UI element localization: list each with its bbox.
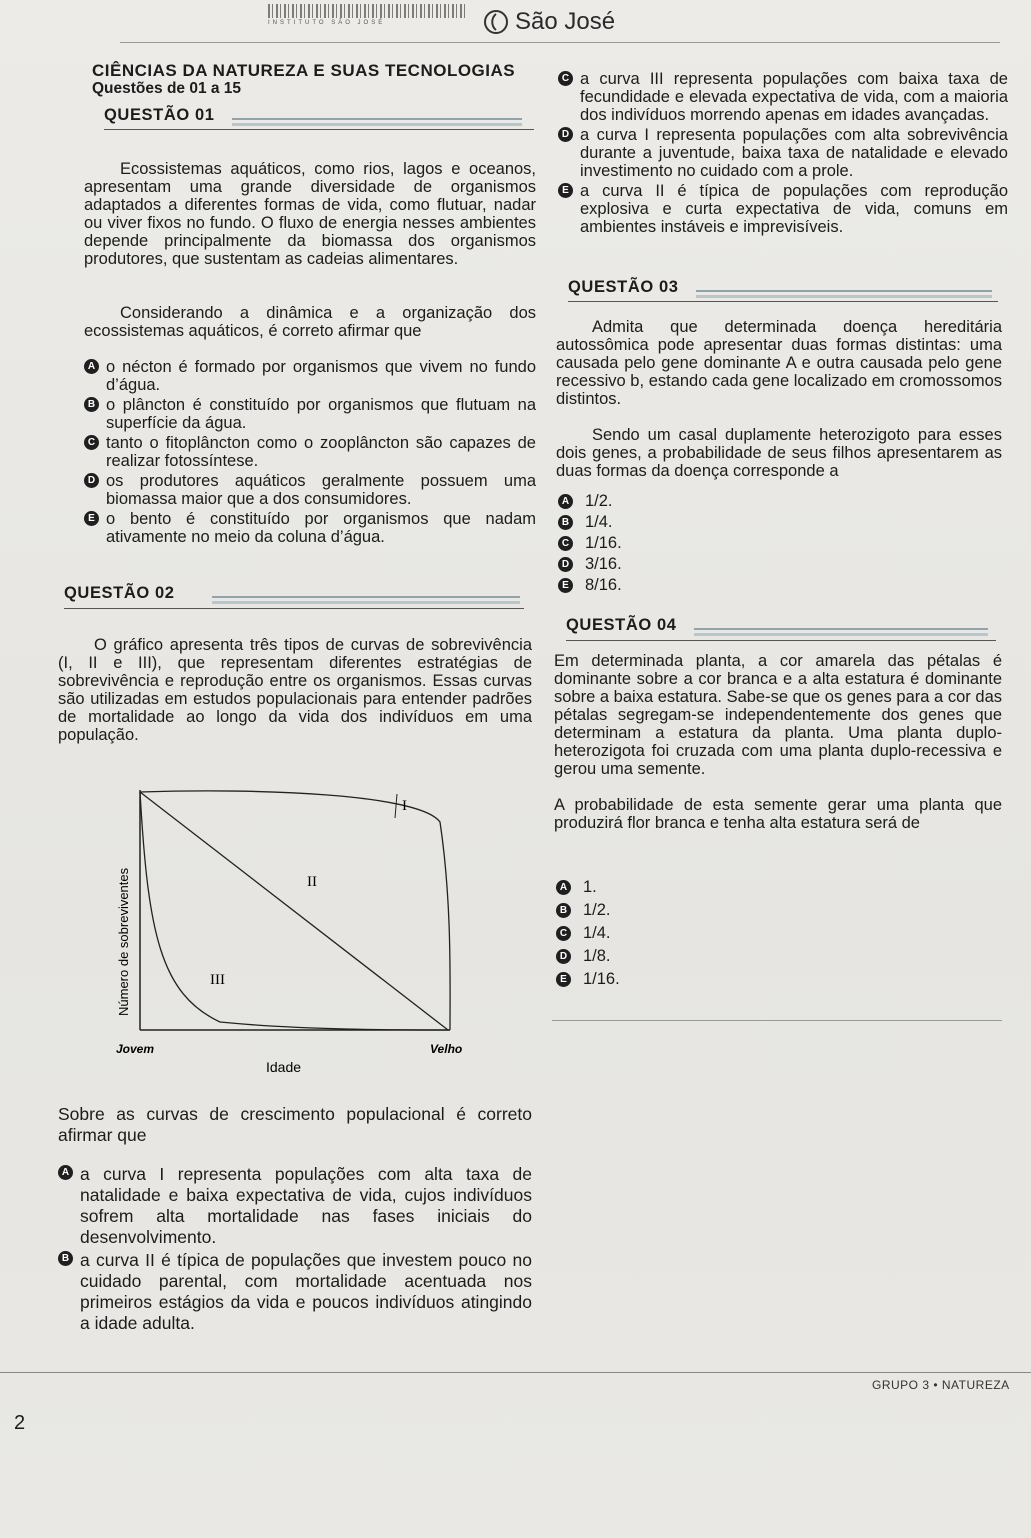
- option-text: tanto o fitoplâncton como o zooplâncton são capazes de realizar fotossíntese.: [106, 434, 536, 470]
- q02-text-2: Sobre as curvas de crescimento populacional é correto afirmar que: [58, 1104, 532, 1145]
- option-marker: A: [84, 359, 99, 374]
- curve-ii: [140, 792, 448, 1030]
- q01-baseline: [104, 129, 534, 130]
- option-marker: D: [558, 557, 573, 572]
- option-text: a curva I representa populações com alta sobrevivência durante a juventude, baixa taxa de natalidade e elevado investimento no cuidado com a prole.: [580, 126, 1008, 180]
- section-title: CIÊNCIAS DA NATUREZA E SUAS TECNOLOGIAS: [92, 61, 516, 80]
- q03-text-1: Admita que determinada doença hereditária autossômica pode apresentar duas formas distintas: uma causada pelo gene dominante A e outra causada pelo gene recessivo b, estando cada gene localizado em cromossomos distintos.: [556, 318, 1002, 408]
- q03-option-a[interactable]: [558, 492, 613, 511]
- section-subtitle: Questões de 01 a 15: [92, 80, 242, 97]
- q03-body: [556, 318, 1002, 480]
- header-divider: [120, 42, 1000, 43]
- q02-intro: [58, 636, 532, 744]
- barcode: [268, 4, 468, 18]
- q02-baseline: [64, 608, 524, 609]
- q03-option-d[interactable]: [558, 555, 622, 574]
- option-text: 1/8.: [583, 947, 611, 965]
- option-marker: D: [84, 473, 99, 488]
- q03-label: QUESTÃO 03: [568, 278, 679, 296]
- q01-text-2: Considerando a dinâmica e a organização dos ecossistemas aquáticos, é correto afirmar que: [84, 304, 536, 340]
- option-marker: D: [558, 127, 573, 142]
- q04-text-1: Em determinada planta, a cor amarela das pétalas é dominante sobre a cor branca e a alta estatura é dominante sobre a baixa estatura. Sabe-se que os genes para a cor das pétalas segregam-se independentemente dos genes que determinam a estatura da planta. Uma planta duplo-heterozigota foi cruzada com uma planta duplo-recessiva e gerou uma semente.: [554, 652, 1002, 778]
- q02-option-b[interactable]: [58, 1250, 532, 1334]
- option-text: 8/16.: [585, 576, 622, 594]
- option-marker: A: [556, 880, 571, 895]
- q03-rule: [696, 290, 992, 298]
- q03-text-2: Sendo um casal duplamente heterozigoto para esses dois genes, a probabilidade de seus filhos apresentarem as duas formas da doença corresponde a: [556, 426, 1002, 480]
- page-number: 2: [14, 1412, 26, 1434]
- option-marker: C: [556, 926, 571, 941]
- curve-ii-label: II: [307, 874, 317, 890]
- q02-header: [64, 584, 175, 603]
- q04-body: [554, 652, 1002, 832]
- footer-divider: [0, 1372, 1031, 1373]
- q02-option-d[interactable]: [558, 126, 1008, 180]
- option-text: 1/4.: [585, 513, 613, 531]
- option-text: 1/4.: [583, 924, 611, 942]
- q01-option-e[interactable]: [84, 510, 536, 546]
- option-marker: A: [58, 1165, 73, 1180]
- q02-text-1: O gráfico apresenta três tipos de curvas de sobrevivência (I, II e III), que representam diferentes estratégias de sobrevivência e reprodução entre os organismos. Essas curvas são utilizadas em estudos populacionais para entender padrões de mortalidade ao longo da vida dos indivíduos em uma população.: [58, 636, 532, 744]
- q04-header: [566, 616, 677, 635]
- q01-text-1: Ecossistemas aquáticos, como rios, lagos e oceanos, apresentam uma grande diversidade de organismos adaptados a diferentes formas de vida, como flutuar, nadar ou viver fixos no fundo. O fluxo de energia nesses ambientes depende principalmente da biomassa dos organismos produtores, que sustentam as cadeias alimentares.: [84, 160, 536, 268]
- option-text: 1/16.: [585, 534, 622, 552]
- q02-option-c[interactable]: [558, 70, 1008, 124]
- q04-option-c[interactable]: [556, 924, 611, 943]
- brand: [483, 8, 615, 36]
- option-marker: E: [84, 511, 99, 526]
- section-header: [92, 62, 542, 98]
- q01-header: [104, 106, 215, 125]
- option-text: 1.: [583, 878, 597, 896]
- q02-label: QUESTÃO 02: [64, 584, 175, 602]
- option-text: o plâncton é constituído por organismos que flutuam na superfície da água.: [106, 396, 536, 432]
- q04-option-e[interactable]: [556, 970, 620, 989]
- option-marker: A: [558, 494, 573, 509]
- q01-option-d[interactable]: [84, 472, 536, 508]
- q02-rule: [212, 596, 520, 604]
- option-marker: C: [84, 435, 99, 450]
- q01-option-c[interactable]: [84, 434, 536, 470]
- q03-option-b[interactable]: [558, 513, 613, 532]
- option-text: 1/2.: [583, 901, 611, 919]
- x-end-label: Velho: [430, 1042, 463, 1056]
- option-marker: B: [84, 397, 99, 412]
- q04-option-a[interactable]: [556, 878, 597, 897]
- y-axis-label: Número de sobreviventes: [116, 867, 131, 1016]
- option-marker: B: [556, 903, 571, 918]
- q01-rule: [232, 118, 522, 126]
- curve-i-label: I: [402, 798, 407, 814]
- q04-option-d[interactable]: [556, 947, 611, 966]
- option-marker: D: [556, 949, 571, 964]
- option-text: o bento é constituído por organismos que nadam ativamente no meio da coluna d’água.: [106, 510, 536, 546]
- q02-option-a[interactable]: [58, 1164, 532, 1248]
- curve-i: [140, 791, 450, 1030]
- q03-option-e[interactable]: [558, 576, 622, 595]
- option-marker: E: [558, 183, 573, 198]
- option-text: a curva II é típica de populações que investem pouco no cuidado parental, com mortalidade acentuada nos primeiros estágios da vida e poucos indivíduos atingindo a idade adulta.: [80, 1250, 532, 1333]
- x-start-label: Jovem: [116, 1042, 155, 1056]
- q03-baseline: [568, 301, 998, 302]
- q01-label: QUESTÃO 01: [104, 106, 215, 124]
- footer-group: GRUPO 3 • NATUREZA: [872, 1378, 1010, 1392]
- q02-options-right: [558, 70, 1008, 236]
- q04-option-b[interactable]: [556, 901, 611, 920]
- column-end-rule: [552, 1020, 1002, 1021]
- q01-options: [84, 358, 536, 546]
- barcode-text: INSTITUTO SÃO JOSÉ: [268, 20, 386, 26]
- q02-options-left: [58, 1164, 532, 1334]
- q01-option-a[interactable]: [84, 358, 536, 394]
- option-marker: B: [58, 1251, 73, 1266]
- q03-header: [568, 278, 679, 297]
- option-text: a curva III representa populações com baixa taxa de fecundidade e elevada expectativa de vida, com a maioria dos indivíduos morrendo apenas em idades avançadas.: [580, 70, 1008, 124]
- option-text: a curva II é típica de populações com reprodução explosiva e curta expectativa de vida, comuns em ambientes instáveis e imprevisíveis.: [580, 182, 1008, 236]
- q03-option-c[interactable]: [558, 534, 622, 553]
- curve-iii-label: III: [210, 972, 225, 988]
- q04-rule: [694, 628, 988, 636]
- option-marker: C: [558, 536, 573, 551]
- q02-body-left: [58, 1104, 532, 1334]
- q01-body: [84, 160, 536, 546]
- option-marker: B: [558, 515, 573, 530]
- option-text: o nécton é formado por organismos que vivem no fundo d’água.: [106, 358, 536, 394]
- option-marker: E: [558, 578, 573, 593]
- survivorship-chart: [100, 782, 500, 1082]
- option-text: 1/2.: [585, 492, 613, 510]
- option-text: os produtores aquáticos geralmente possuem uma biomassa maior que a dos consumidores.: [106, 472, 536, 508]
- q04-baseline: [566, 640, 996, 641]
- q02-option-e[interactable]: [558, 182, 1008, 236]
- q01-option-b[interactable]: [84, 396, 536, 432]
- curve-i-leader: [395, 794, 397, 818]
- q04-label: QUESTÃO 04: [566, 616, 677, 634]
- option-text: a curva I representa populações com alta taxa de natalidade e baixa expectativa de vida, cujos indivíduos sofrem alta mortalidade nas fases iniciais do desenvolvimento.: [80, 1164, 532, 1247]
- x-axis-label: Idade: [266, 1059, 302, 1075]
- option-marker: E: [556, 972, 571, 987]
- option-text: 3/16.: [585, 555, 622, 573]
- option-marker: C: [558, 71, 573, 86]
- q04-text-2: A probabilidade de esta semente gerar uma planta que produzirá flor branca e tenha alta estatura será de: [554, 796, 1002, 832]
- option-text: 1/16.: [583, 970, 620, 988]
- brand-logo-icon: [483, 9, 509, 35]
- brand-name: São José: [515, 8, 616, 35]
